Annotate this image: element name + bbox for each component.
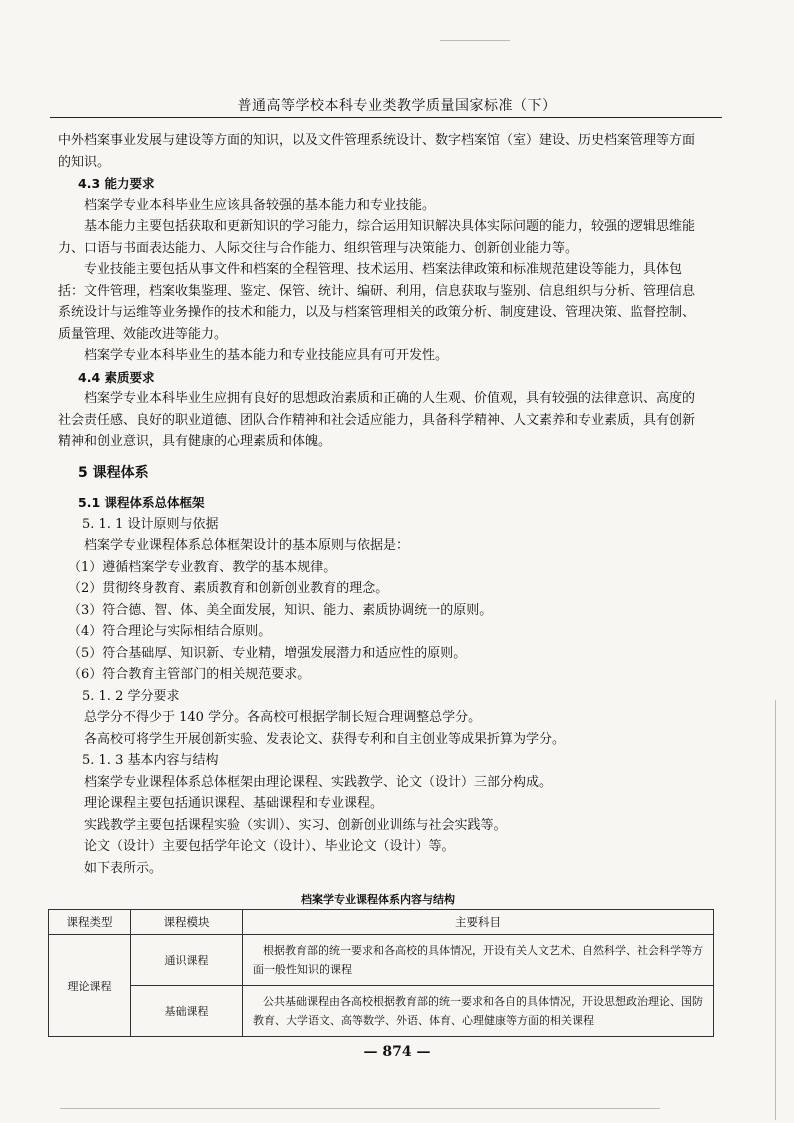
scan-artifact-bottom: [60, 1108, 660, 1109]
list-item: （1）遵循档案学专业教育、教学的基本规律。: [68, 559, 337, 575]
paragraph: 档案学专业课程体系总体框架由理论课程、实践教学、论文（设计）三部分构成。: [84, 774, 553, 790]
column-header-subjects: 主要科目: [243, 910, 714, 935]
paragraph: 理论课程主要包括通识课程、基础课程和专业课程。: [84, 796, 384, 811]
list-item: （2）贯彻终身教育、素质教育和创新创业教育的理念。: [68, 581, 389, 596]
table-title: 档案学专业课程体系内容与结构: [301, 893, 455, 906]
paragraph: 档案学专业本科毕业生应该具备较强的基本能力和专业技能。: [84, 197, 436, 213]
section-heading-4-4: 4.4 素质要求: [78, 369, 155, 385]
cell-course-module: 基础课程: [131, 986, 243, 1037]
paragraph: 基本能力主要包括获取和更新知识的学习能力，综合运用知识解决具体实际问题的能力，较强的逻辑思维能力、口语与书面表达能力、人际交往与合作能力、组织管理与决策能力、创新创业能力等。: [58, 219, 696, 256]
list-item: （6）符合教育主管部门的相关规范要求。: [68, 667, 311, 682]
list-item: （5）符合基础厚、知识新、专业精，增强发展潜力和适应性的原则。: [68, 645, 467, 661]
column-header-module: 课程模块: [131, 910, 243, 935]
page-number: — 874 —: [363, 1044, 431, 1060]
section-heading-4-3: 4.3 能力要求: [78, 176, 155, 191]
cell-main-subjects: 根据教育部的统一要求和各高校的具体情况，开设有关人文艺术、自然科学、社会科学等方面一般性知识的课程: [243, 935, 714, 986]
running-header: 普通高等学校本科专业类教学质量国家标准（下）: [237, 98, 557, 114]
paragraph: 总学分不得少于 140 学分。各高校可根据学制长短合理调整总学分。: [84, 710, 482, 725]
paragraph: 档案学专业本科毕业生应拥有良好的思想政治素质和正确的人生观、价值观，具有较强的法律意识、高度的社会责任感、良好的职业道德、团队合作精神和社会适应能力，具备科学精神、人文素养和专业素质，具有创新精神和创业意识，具有健康的心理素质和体魄。: [58, 391, 696, 449]
curriculum-table: [48, 909, 714, 1037]
cell-main-subjects: 公共基础课程由各高校根据教育部的统一要求和各自的具体情况，开设思想政治理论、国防教育、大学语文、高等数学、外语、体育、心理健康等方面的相关课程: [243, 986, 714, 1037]
body-text: [58, 130, 698, 879]
subsection-heading-5-1-1: 5. 1. 1 设计原则与依据: [82, 516, 219, 532]
paragraph: 专业技能主要包括从事文件和档案的全程管理、技术运用、档案法律政策和标准规范建设等能力，具体包括：文件管理，档案收集鉴理、鉴定、保管、统计、编研、利用，信息获取与鉴别、信息组织与分析、管理信息系统设计与运维等业务操作的技术和能力，以及与档案管理相关的政策分析、制度建设、管理决策、监督控制、质量管理、效能改进等能力。: [58, 262, 696, 342]
chapter-heading-5: 5 课程体系: [78, 464, 149, 481]
paragraph: 如下表所示。: [84, 860, 163, 876]
paragraph: 各高校可将学生开展创新实验、发表论文、获得专利和自主创业等成果折算为学分。: [84, 731, 566, 747]
paragraph: 中外档案事业发展与建设等方面的知识，以及文件管理系统设计、数字档案馆（室）建设、历史档案管理等方面的知识。: [58, 133, 696, 170]
table-header-row: [49, 910, 714, 935]
subsection-heading-5-1-3: 5. 1. 3 基本内容与结构: [82, 753, 219, 768]
list-item: （3）符合德、智、体、美全面发展，知识、能力、素质协调统一的原则。: [68, 602, 493, 618]
paragraph: 档案学专业本科毕业生的基本能力和专业技能应具有可开发性。: [84, 348, 449, 363]
section-heading-5-1: 5.1 课程体系总体框架: [78, 495, 205, 510]
table-row: [49, 935, 714, 986]
paragraph: 实践教学主要包括课程实验（实训）、实习、创新创业训练与社会实践等。: [84, 817, 507, 833]
subsection-heading-5-1-2: 5. 1. 2 学分要求: [82, 688, 180, 704]
table-row: [49, 986, 714, 1037]
cell-course-type: 理论课程: [49, 935, 131, 1037]
paragraph: 档案学专业课程体系总体框架设计的基本原则与依据是：: [84, 538, 410, 553]
cell-course-module: 通识课程: [131, 935, 243, 986]
scan-artifact-top: [440, 40, 510, 41]
list-item: （4）符合理论与实际相结合原则。: [68, 624, 272, 639]
header-rule: [50, 117, 722, 118]
paragraph: 论文（设计）主要包括学年论文（设计）、毕业论文（设计）等。: [84, 839, 455, 854]
column-header-type: 课程类型: [49, 910, 131, 935]
